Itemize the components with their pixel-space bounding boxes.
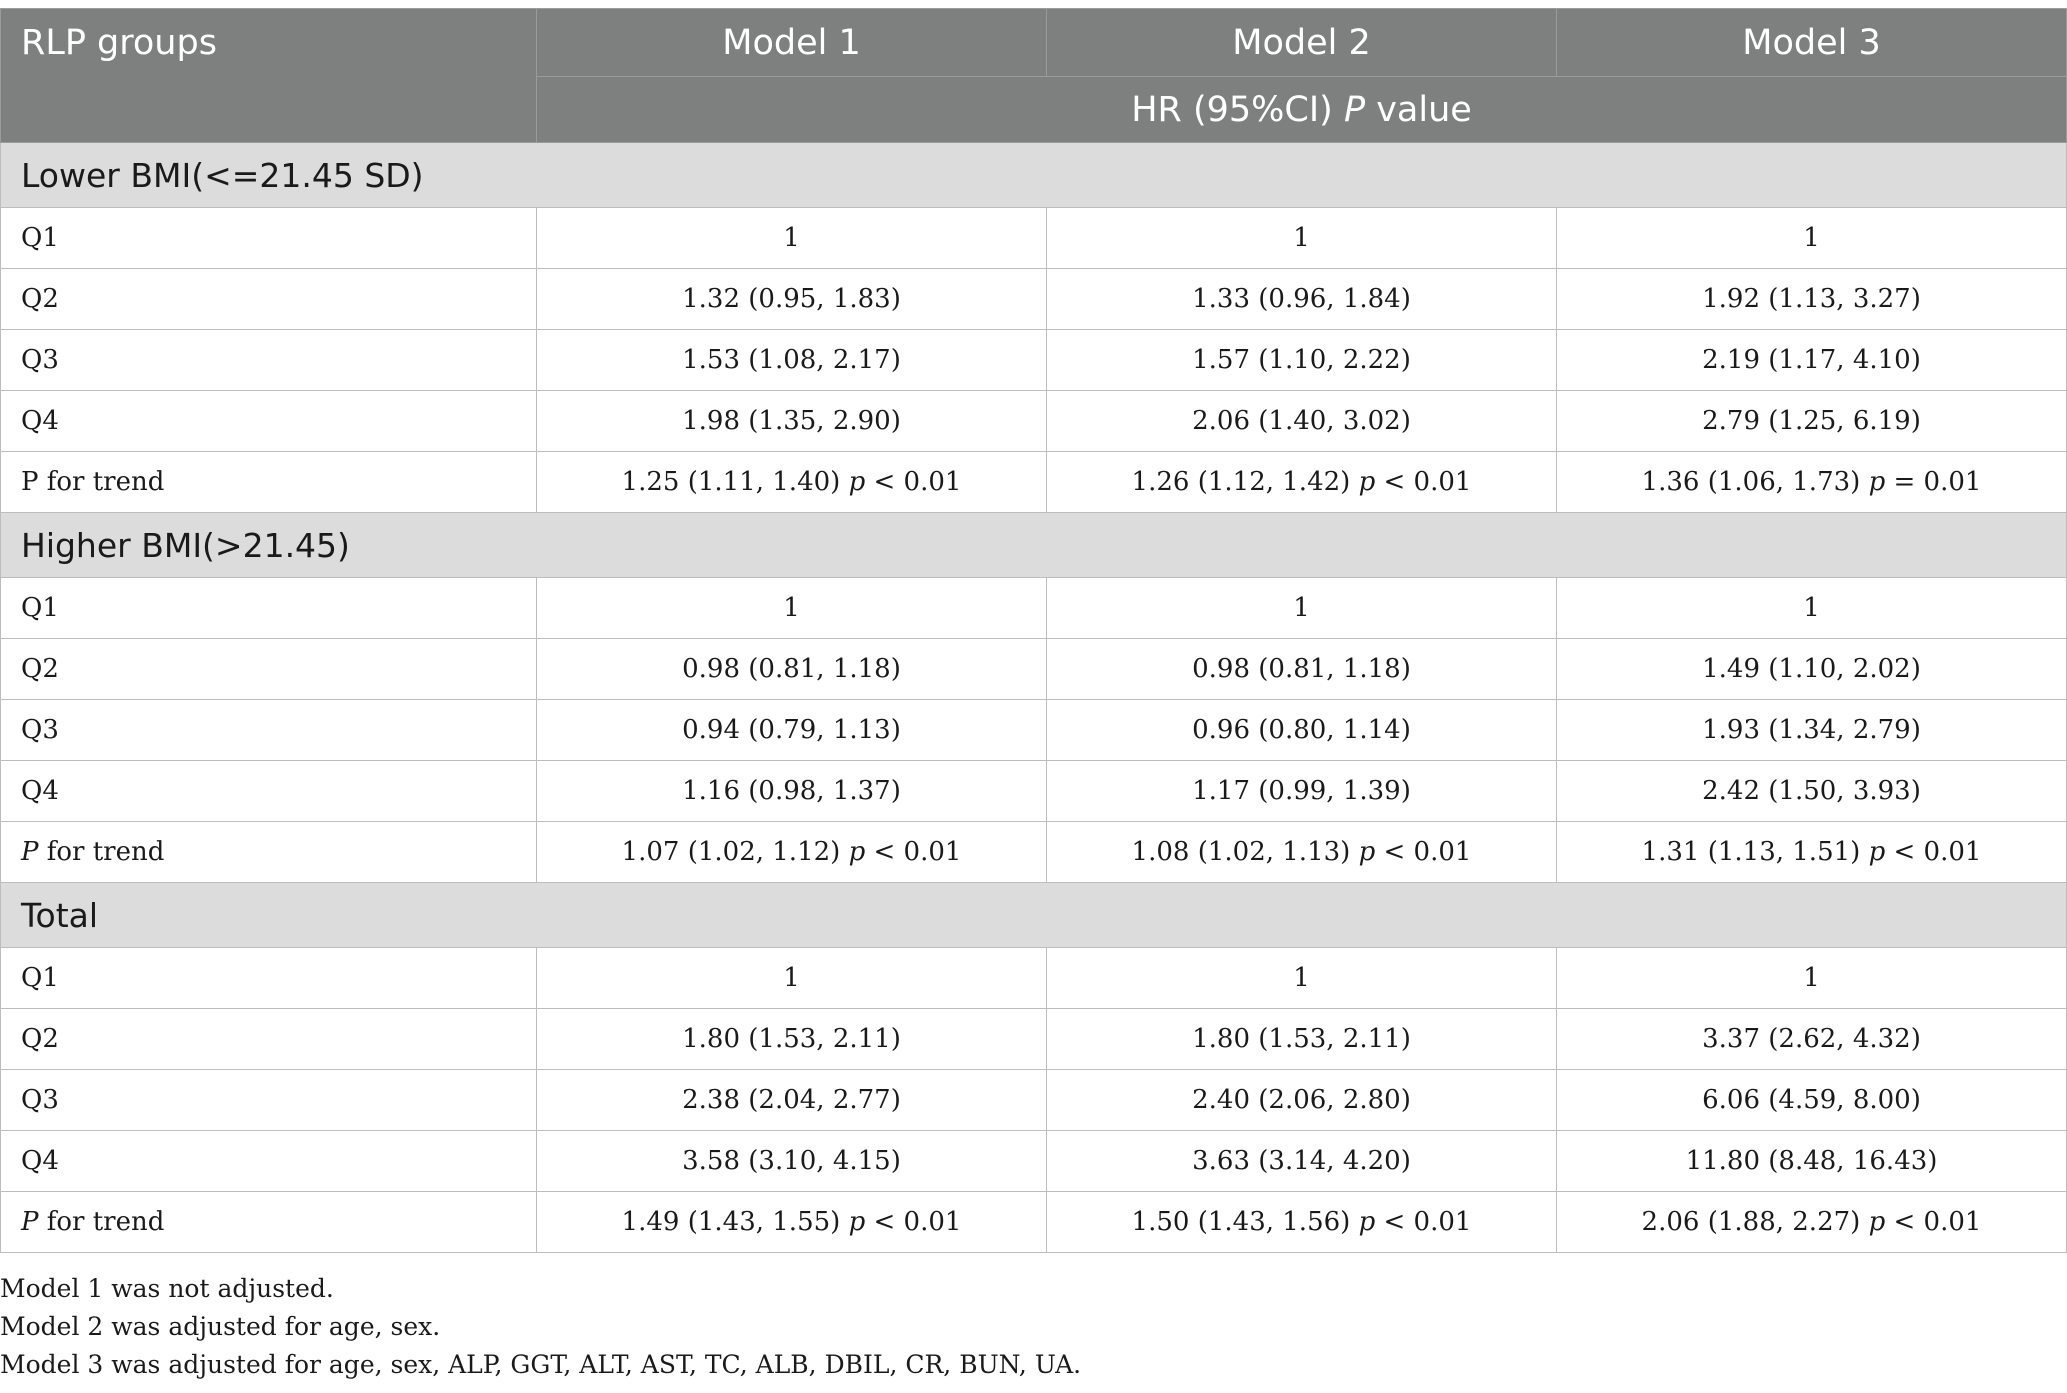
hr-value: 1.93 (1.34, 2.79) bbox=[1702, 715, 1921, 745]
p-comparison: = 0.01 bbox=[1885, 467, 1982, 497]
hr-cell bbox=[537, 639, 1047, 700]
hr-cell bbox=[1557, 330, 2067, 391]
row-label-text: Q3 bbox=[21, 715, 59, 745]
hr-cell bbox=[1047, 330, 1557, 391]
hr-value: 1.16 (0.98, 1.37) bbox=[682, 776, 901, 806]
hr-cell bbox=[1557, 822, 2067, 883]
footnote-model-3: Model 3 was adjusted for age, sex, ALP, GGT, ALT, AST, TC, ALB, DBIL, CR, BUN, UA. bbox=[0, 1350, 1082, 1379]
table-row bbox=[1, 269, 2067, 330]
hr-value: 2.06 (1.88, 2.27) bbox=[1641, 1207, 1869, 1237]
p-comparison: < 0.01 bbox=[1375, 467, 1472, 497]
hr-cell bbox=[1047, 822, 1557, 883]
hr-value: 2.06 (1.40, 3.02) bbox=[1192, 406, 1411, 436]
hr-value: 2.19 (1.17, 4.10) bbox=[1702, 345, 1921, 375]
hr-cell bbox=[1557, 1009, 2067, 1070]
row-label-text: Q1 bbox=[21, 223, 59, 253]
section-title: Total bbox=[1, 883, 2067, 948]
hr-cell bbox=[537, 1009, 1047, 1070]
hr-cell bbox=[537, 208, 1047, 269]
table-row bbox=[1, 639, 2067, 700]
p-symbol: p bbox=[1868, 467, 1886, 497]
table-footnotes bbox=[0, 1270, 1081, 1384]
p-symbol: p bbox=[1358, 837, 1376, 867]
p-symbol: p bbox=[1868, 837, 1886, 867]
table-row bbox=[1, 330, 2067, 391]
hr-value: 1.32 (0.95, 1.83) bbox=[682, 284, 901, 314]
table-row bbox=[1, 208, 2067, 269]
section-title: Lower BMI(<=21.45 SD) bbox=[1, 143, 2067, 208]
section-row bbox=[1, 143, 2067, 208]
hr-value: 1.36 (1.06, 1.73) bbox=[1641, 467, 1869, 497]
hr-cell bbox=[537, 1070, 1047, 1131]
row-label-text: Q4 bbox=[21, 776, 59, 806]
section-row bbox=[1, 513, 2067, 578]
hr-cell bbox=[1557, 700, 2067, 761]
row-label-text: Q1 bbox=[21, 963, 59, 993]
row-label-text: Q2 bbox=[21, 1024, 59, 1054]
hr-value: 1 bbox=[1803, 593, 1820, 623]
hr-cell bbox=[1047, 1070, 1557, 1131]
hr-value: 1.17 (0.99, 1.39) bbox=[1192, 776, 1411, 806]
hr-value: 2.42 (1.50, 3.93) bbox=[1702, 776, 1921, 806]
p-symbol: p bbox=[848, 837, 866, 867]
results-table-container bbox=[0, 8, 2066, 1253]
row-label-text: P for trend bbox=[21, 467, 165, 497]
table-row bbox=[1, 452, 2067, 513]
table-row bbox=[1, 1131, 2067, 1192]
hr-value: 1 bbox=[1293, 223, 1310, 253]
hr-value: 1 bbox=[783, 963, 800, 993]
hr-cell bbox=[537, 452, 1047, 513]
hr-value: 1.53 (1.08, 2.17) bbox=[682, 345, 901, 375]
hr-cell bbox=[1047, 269, 1557, 330]
row-label-text: for trend bbox=[38, 1207, 165, 1237]
hr-value: 1.98 (1.35, 2.90) bbox=[682, 406, 901, 436]
hr-value: 1.33 (0.96, 1.84) bbox=[1192, 284, 1411, 314]
table-row bbox=[1, 1070, 2067, 1131]
hr-value: 1.57 (1.10, 2.22) bbox=[1192, 345, 1411, 375]
hr-cell bbox=[1557, 269, 2067, 330]
hr-cell bbox=[537, 948, 1047, 1009]
table-row bbox=[1, 822, 2067, 883]
table-row bbox=[1, 1009, 2067, 1070]
hr-cell bbox=[537, 578, 1047, 639]
hr-value: 1.07 (1.02, 1.12) bbox=[621, 837, 849, 867]
hr-cell bbox=[1557, 761, 2067, 822]
hr-value: 0.96 (0.80, 1.14) bbox=[1192, 715, 1411, 745]
hr-cell bbox=[537, 822, 1047, 883]
row-label bbox=[1, 1070, 537, 1131]
row-label bbox=[1, 1131, 537, 1192]
hr-cell bbox=[1047, 391, 1557, 452]
row-label-italic: P bbox=[21, 1207, 39, 1237]
hr-value: 1.80 (1.53, 2.11) bbox=[682, 1024, 901, 1054]
hr-ci-subheader bbox=[537, 77, 2067, 143]
model-1-header: Model 1 bbox=[537, 9, 1047, 77]
hr-value: 6.06 (4.59, 8.00) bbox=[1702, 1085, 1921, 1115]
row-label bbox=[1, 1192, 537, 1253]
p-symbol: p bbox=[848, 467, 866, 497]
rlp-groups-header: RLP groups bbox=[1, 9, 537, 143]
row-label bbox=[1, 269, 537, 330]
hr-cell bbox=[1557, 452, 2067, 513]
footnote-model-2: Model 2 was adjusted for age, sex. bbox=[0, 1312, 441, 1341]
p-symbol: p bbox=[1358, 1207, 1376, 1237]
section-title: Higher BMI(>21.45) bbox=[1, 513, 2067, 578]
row-label-text: Q3 bbox=[21, 1085, 59, 1115]
hr-cell bbox=[1047, 1009, 1557, 1070]
hr-value: 1 bbox=[1293, 593, 1310, 623]
hr-value: 1 bbox=[783, 223, 800, 253]
hr-value: 1.92 (1.13, 3.27) bbox=[1702, 284, 1921, 314]
p-comparison: < 0.01 bbox=[865, 1207, 962, 1237]
table-row bbox=[1, 700, 2067, 761]
hr-cell bbox=[1047, 948, 1557, 1009]
subheader-suffix: value bbox=[1365, 89, 1472, 130]
p-comparison: < 0.01 bbox=[865, 467, 962, 497]
hr-value: 1.80 (1.53, 2.11) bbox=[1192, 1024, 1411, 1054]
hr-cell bbox=[1047, 700, 1557, 761]
table-row bbox=[1, 391, 2067, 452]
hr-value: 2.38 (2.04, 2.77) bbox=[682, 1085, 901, 1115]
hr-value: 2.40 (2.06, 2.80) bbox=[1192, 1085, 1411, 1115]
p-comparison: < 0.01 bbox=[1375, 837, 1472, 867]
row-label-text: Q4 bbox=[21, 406, 59, 436]
hr-cell bbox=[1047, 1131, 1557, 1192]
hr-value: 1.25 (1.11, 1.40) bbox=[621, 467, 849, 497]
table-body bbox=[1, 143, 2067, 1253]
hr-value: 1.50 (1.43, 1.56) bbox=[1131, 1207, 1359, 1237]
hr-cell bbox=[1557, 639, 2067, 700]
hr-cell bbox=[1557, 1070, 2067, 1131]
hr-value: 1 bbox=[1803, 223, 1820, 253]
row-label bbox=[1, 208, 537, 269]
row-label-text: Q2 bbox=[21, 654, 59, 684]
hr-cell bbox=[1557, 391, 2067, 452]
hr-value: 3.63 (3.14, 4.20) bbox=[1192, 1146, 1411, 1176]
hr-value: 0.98 (0.81, 1.18) bbox=[682, 654, 901, 684]
table-row bbox=[1, 948, 2067, 1009]
hr-value: 1 bbox=[1293, 963, 1310, 993]
hr-value: 1.26 (1.12, 1.42) bbox=[1131, 467, 1359, 497]
hr-cell bbox=[537, 1131, 1047, 1192]
hr-value: 1.08 (1.02, 1.13) bbox=[1131, 837, 1359, 867]
row-label-text: Q1 bbox=[21, 593, 59, 623]
footnote-model-1: Model 1 was not adjusted. bbox=[0, 1274, 334, 1303]
p-symbol: p bbox=[1358, 467, 1376, 497]
hr-value: 11.80 (8.48, 16.43) bbox=[1685, 1146, 1938, 1176]
hr-value: 1.31 (1.13, 1.51) bbox=[1641, 837, 1869, 867]
model-3-header: Model 3 bbox=[1557, 9, 2067, 77]
row-label bbox=[1, 1009, 537, 1070]
p-comparison: < 0.01 bbox=[1375, 1207, 1472, 1237]
hr-cell bbox=[1047, 639, 1557, 700]
row-label bbox=[1, 452, 537, 513]
row-label-text: Q3 bbox=[21, 345, 59, 375]
hr-cell bbox=[1557, 948, 2067, 1009]
row-label-text: for trend bbox=[38, 837, 165, 867]
hr-value: 3.37 (2.62, 4.32) bbox=[1702, 1024, 1921, 1054]
hr-value: 3.58 (3.10, 4.15) bbox=[682, 1146, 901, 1176]
hazard-ratio-table bbox=[0, 8, 2067, 1253]
hr-value: 0.98 (0.81, 1.18) bbox=[1192, 654, 1411, 684]
hr-cell bbox=[537, 1192, 1047, 1253]
hr-value: 1.49 (1.10, 2.02) bbox=[1702, 654, 1921, 684]
row-label-text: Q2 bbox=[21, 284, 59, 314]
hr-cell bbox=[537, 269, 1047, 330]
row-label bbox=[1, 578, 537, 639]
hr-cell bbox=[1557, 1131, 2067, 1192]
hr-value: 1.49 (1.43, 1.55) bbox=[621, 1207, 849, 1237]
row-label bbox=[1, 330, 537, 391]
table-row bbox=[1, 578, 2067, 639]
row-label bbox=[1, 822, 537, 883]
hr-cell bbox=[537, 391, 1047, 452]
table-row bbox=[1, 761, 2067, 822]
hr-cell bbox=[1047, 1192, 1557, 1253]
hr-value: 0.94 (0.79, 1.13) bbox=[682, 715, 901, 745]
hr-cell bbox=[1557, 1192, 2067, 1253]
row-label bbox=[1, 639, 537, 700]
row-label-italic: P bbox=[21, 837, 39, 867]
hr-cell bbox=[537, 700, 1047, 761]
hr-cell bbox=[537, 330, 1047, 391]
row-label-text: Q4 bbox=[21, 1146, 59, 1176]
hr-cell bbox=[1047, 761, 1557, 822]
row-label bbox=[1, 761, 537, 822]
hr-cell bbox=[1047, 208, 1557, 269]
p-symbol: p bbox=[848, 1207, 866, 1237]
hr-cell bbox=[1047, 452, 1557, 513]
p-comparison: < 0.01 bbox=[865, 837, 962, 867]
hr-value: 1 bbox=[783, 593, 800, 623]
p-comparison: < 0.01 bbox=[1885, 1207, 1982, 1237]
hr-cell bbox=[1557, 208, 2067, 269]
hr-value: 1 bbox=[1803, 963, 1820, 993]
row-label bbox=[1, 948, 537, 1009]
hr-value: 2.79 (1.25, 6.19) bbox=[1702, 406, 1921, 436]
hr-cell bbox=[1557, 578, 2067, 639]
table-header bbox=[1, 9, 2067, 143]
p-symbol: p bbox=[1868, 1207, 1886, 1237]
row-label bbox=[1, 391, 537, 452]
row-label bbox=[1, 700, 537, 761]
hr-cell bbox=[1047, 578, 1557, 639]
subheader-prefix: HR (95%CI) bbox=[1131, 89, 1344, 130]
subheader-p: P bbox=[1343, 89, 1366, 130]
section-row bbox=[1, 883, 2067, 948]
hr-cell bbox=[537, 761, 1047, 822]
p-comparison: < 0.01 bbox=[1885, 837, 1982, 867]
table-row bbox=[1, 1192, 2067, 1253]
model-2-header: Model 2 bbox=[1047, 9, 1557, 77]
